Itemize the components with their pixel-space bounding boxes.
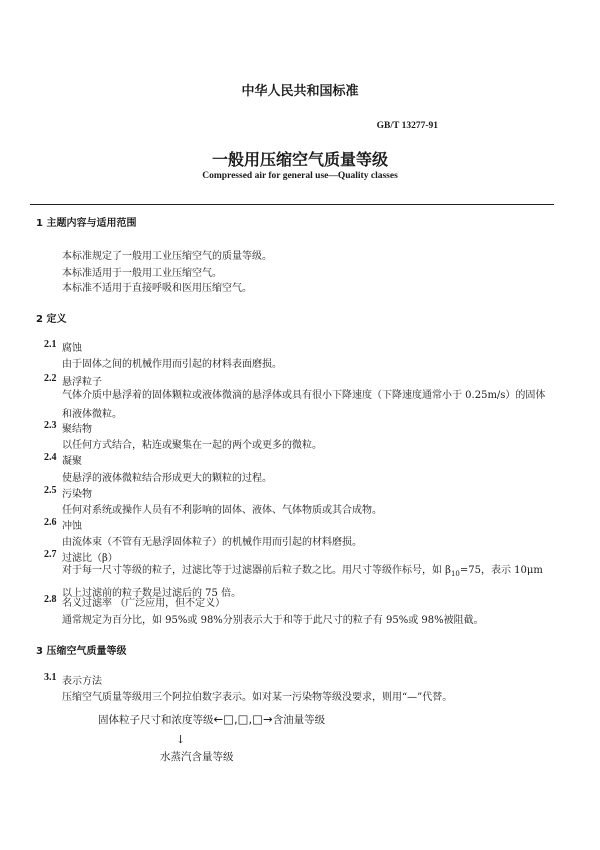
term-number: 2.4 [44,452,57,463]
term-number: 2.5 [44,485,57,496]
term-number: 3.1 [44,672,57,683]
term-definition: 任何对系统或操作人员有不利影响的固体、液体、气体物质或其合成物。 [62,505,382,516]
definition-text: 对于每一尺寸等级的粒子，过滤比等于过滤器前后粒子数之比。用尺寸等级作标号，如 β [62,565,451,576]
class-code-boxes: ←□,□,□→ [213,712,273,726]
term-number: 2.6 [44,517,57,528]
section-1-paragraph: 本标准规定了一般用工业压缩空气的质量等级。 [62,251,272,262]
subsection-text: 压缩空气质量等级用三个阿拉伯数字表示。如对某一污染物等级没要求，则用“—”代替。 [62,692,453,703]
term-name: 过滤比（β） [62,553,118,564]
term-definition: 通常规定为百分比，如 95%或 98%分别表示大于和等于此尺寸的粒子有 95%或 98%被阻截。 [62,615,484,626]
solid-particle-class-label: 固体粒子尺寸和浓度等级 [98,714,214,726]
term-name: 名义过滤率 （广泛应用，但不定义） [62,598,226,609]
term-number: 2.7 [44,549,57,560]
designation-diagram [98,712,325,727]
down-arrow-icon: ↓ [176,733,186,746]
term-definition: 由流体束（不管有无悬浮固体粒子）的机械作用而引起的材料磨损。 [62,537,362,548]
standard-category: 中华人民共和国标准 [241,84,359,99]
term-number: 2.3 [44,420,57,431]
title-chinese: 一般用压缩空气质量等级 [211,150,388,169]
term-number: 2.1 [44,339,57,350]
term-name: 腐蚀 [62,343,82,354]
term-name: 聚结物 [62,424,92,435]
definition-text: =75，表示 10μm 以上过滤前的粒子数是过滤后的 75 倍。 [62,565,543,599]
term-name: 悬浮粒子 [62,377,102,388]
term-definition: 由于固体之间的机械作用而引起的材料表面磨损。 [62,359,282,370]
term-definition: 气体介质中悬浮着的固体颗粒或液体微滴的悬浮体或具有很小下降速度（下降速度通常小于 0.25m/s）的固体和液体微粒。 [62,390,546,420]
standard-code: GB/T 13277-91 [376,121,438,131]
term-name: 冲蚀 [62,521,82,532]
term-number: 2.2 [44,373,57,384]
header-divider [30,204,554,205]
section-1-heading: 1 主题内容与适用范围 [36,218,137,229]
term-name: 凝聚 [62,456,82,467]
term-number: 2.8 [44,594,57,605]
section-1-paragraph: 本标准不适用于直接呼吸和医用压缩空气。 [62,283,252,294]
section-1-paragraph: 本标准适用于一般用工业压缩空气。 [62,268,222,279]
term-definition: 以任何方式结合，粘连或聚集在一起的两个或更多的微粒。 [62,440,322,451]
section-3-heading: 3 压缩空气质量等级 [36,646,127,657]
term-name: 污染物 [62,489,92,500]
term-definition: 使悬浮的液体微粒结合形成更大的颗粒的过程。 [62,473,272,484]
beta-subscript: 10 [450,570,460,578]
title-english: Compressed air for general use—Quality classes [202,171,398,181]
water-vapor-class-label: 水蒸汽含量等级 [160,751,234,763]
oil-content-class-label: 含油量等级 [272,714,326,726]
section-2-heading: 2 定义 [36,314,67,325]
subsection-name: 表示方法 [62,676,102,687]
